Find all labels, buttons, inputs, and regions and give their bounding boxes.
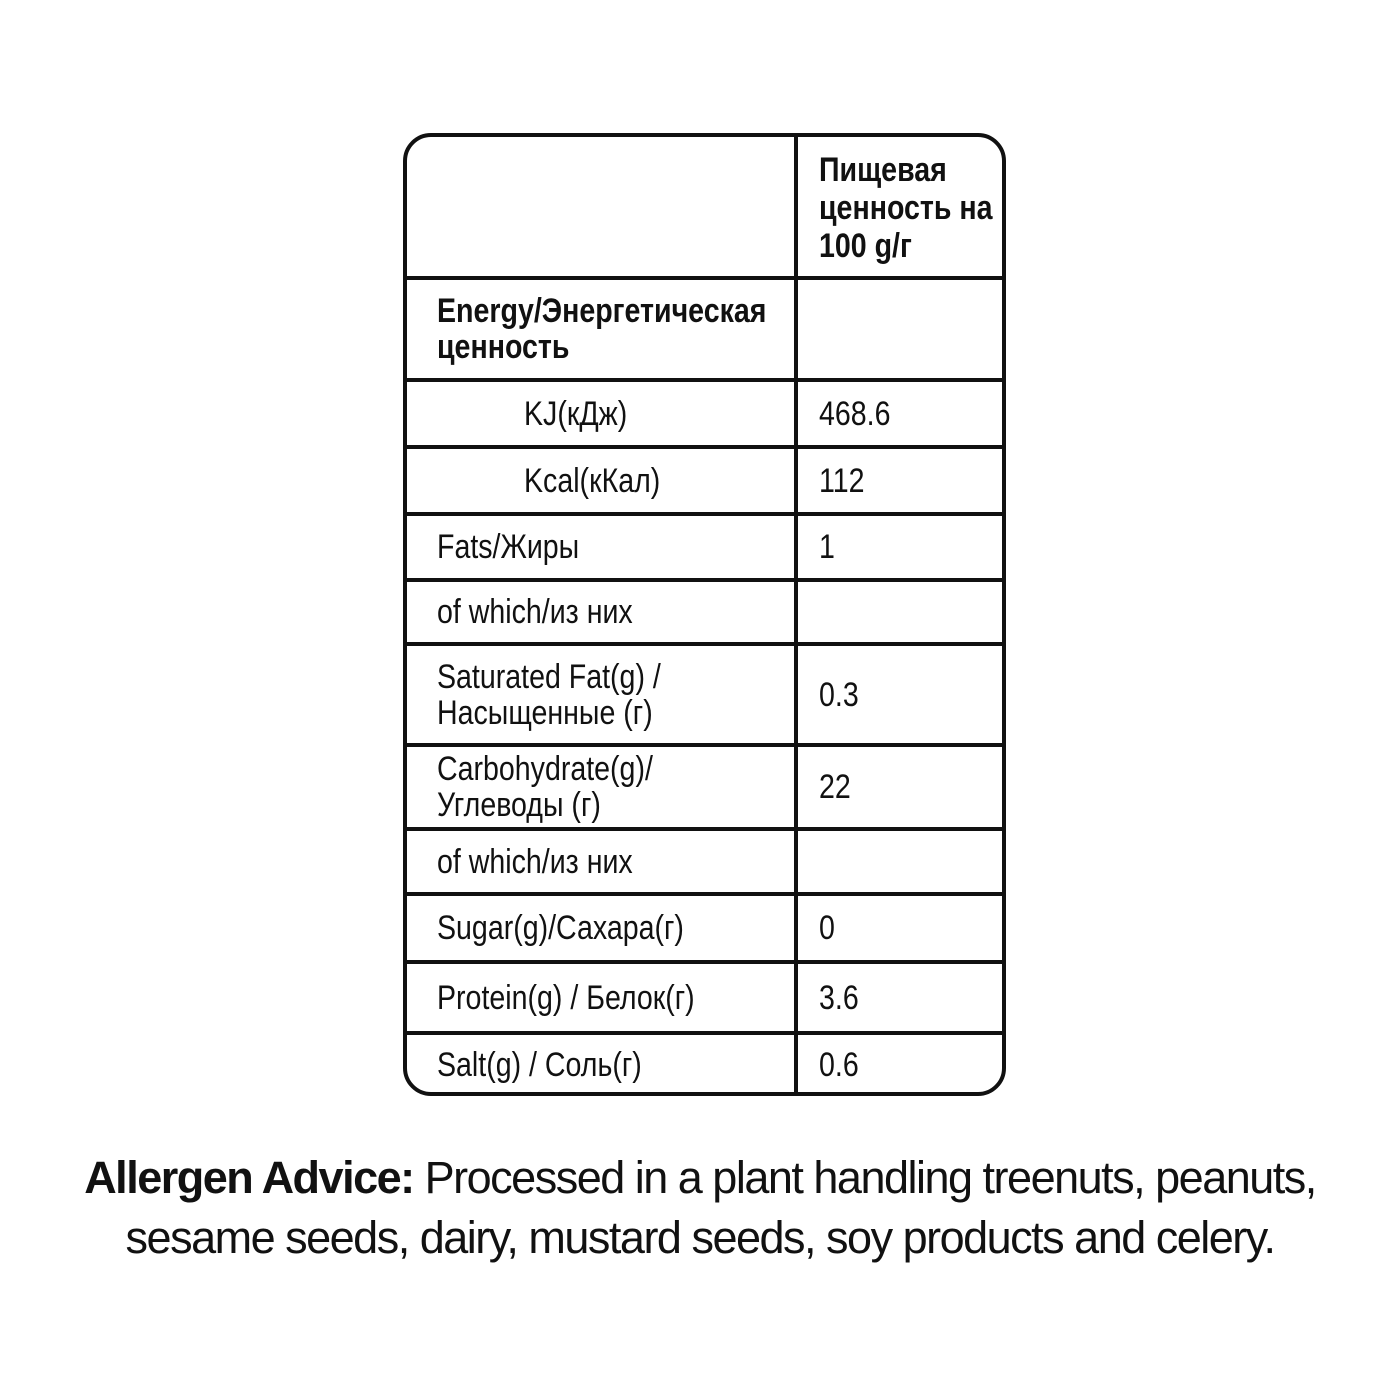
nutrition-table <box>403 133 1006 1096</box>
salt-value: 0.6 <box>819 1046 859 1084</box>
energy-value <box>819 280 1004 378</box>
saturated-fat-value: 0.3 <box>819 675 859 714</box>
carbs-of-which-label: of which/из них <box>437 842 633 881</box>
allergen-label: Allergen Advice: <box>84 1152 414 1203</box>
allergen-line-1 <box>0 1148 1400 1208</box>
allergen-text: Processed in a plant handling treenuts, peanuts, <box>424 1152 1316 1203</box>
column-divider <box>794 137 798 1092</box>
kj-value: 468.6 <box>819 394 891 433</box>
per-100g-header: Пищевая ценность на 100 g/г <box>819 151 993 265</box>
saturated-fat-label: Saturated Fat(g) / Насыщенные (г) <box>437 657 661 732</box>
carbohydrate-value: 22 <box>819 768 851 806</box>
salt-label: Salt(g) / Соль(г) <box>437 1046 642 1084</box>
carbs-of-which-value <box>819 831 1004 892</box>
kcal-label: Kcal(кКал) <box>524 461 661 500</box>
fats-value: 1 <box>819 528 835 566</box>
sugar-label: Sugar(g)/Сахара(г) <box>437 909 684 947</box>
protein-value: 3.6 <box>819 978 859 1017</box>
kcal-value: 112 <box>819 461 865 500</box>
fats-label: Fats/Жиры <box>437 528 580 566</box>
protein-label: Protein(g) / Белок(г) <box>437 978 695 1017</box>
energy-label: Energy/Энергетическая ценность <box>437 292 767 366</box>
carbohydrate-label: Carbohydrate(g)/ Углеводы (г) <box>437 750 653 824</box>
sugar-value: 0 <box>819 909 835 947</box>
fats-of-which-value <box>819 582 1004 642</box>
allergen-advice <box>0 1148 1400 1268</box>
kj-label: KJ(кДж) <box>524 394 628 433</box>
fats-of-which-label: of which/из них <box>437 593 633 631</box>
allergen-line-2: sesame seeds, dairy, mustard seeds, soy products and celery. <box>125 1212 1275 1263</box>
